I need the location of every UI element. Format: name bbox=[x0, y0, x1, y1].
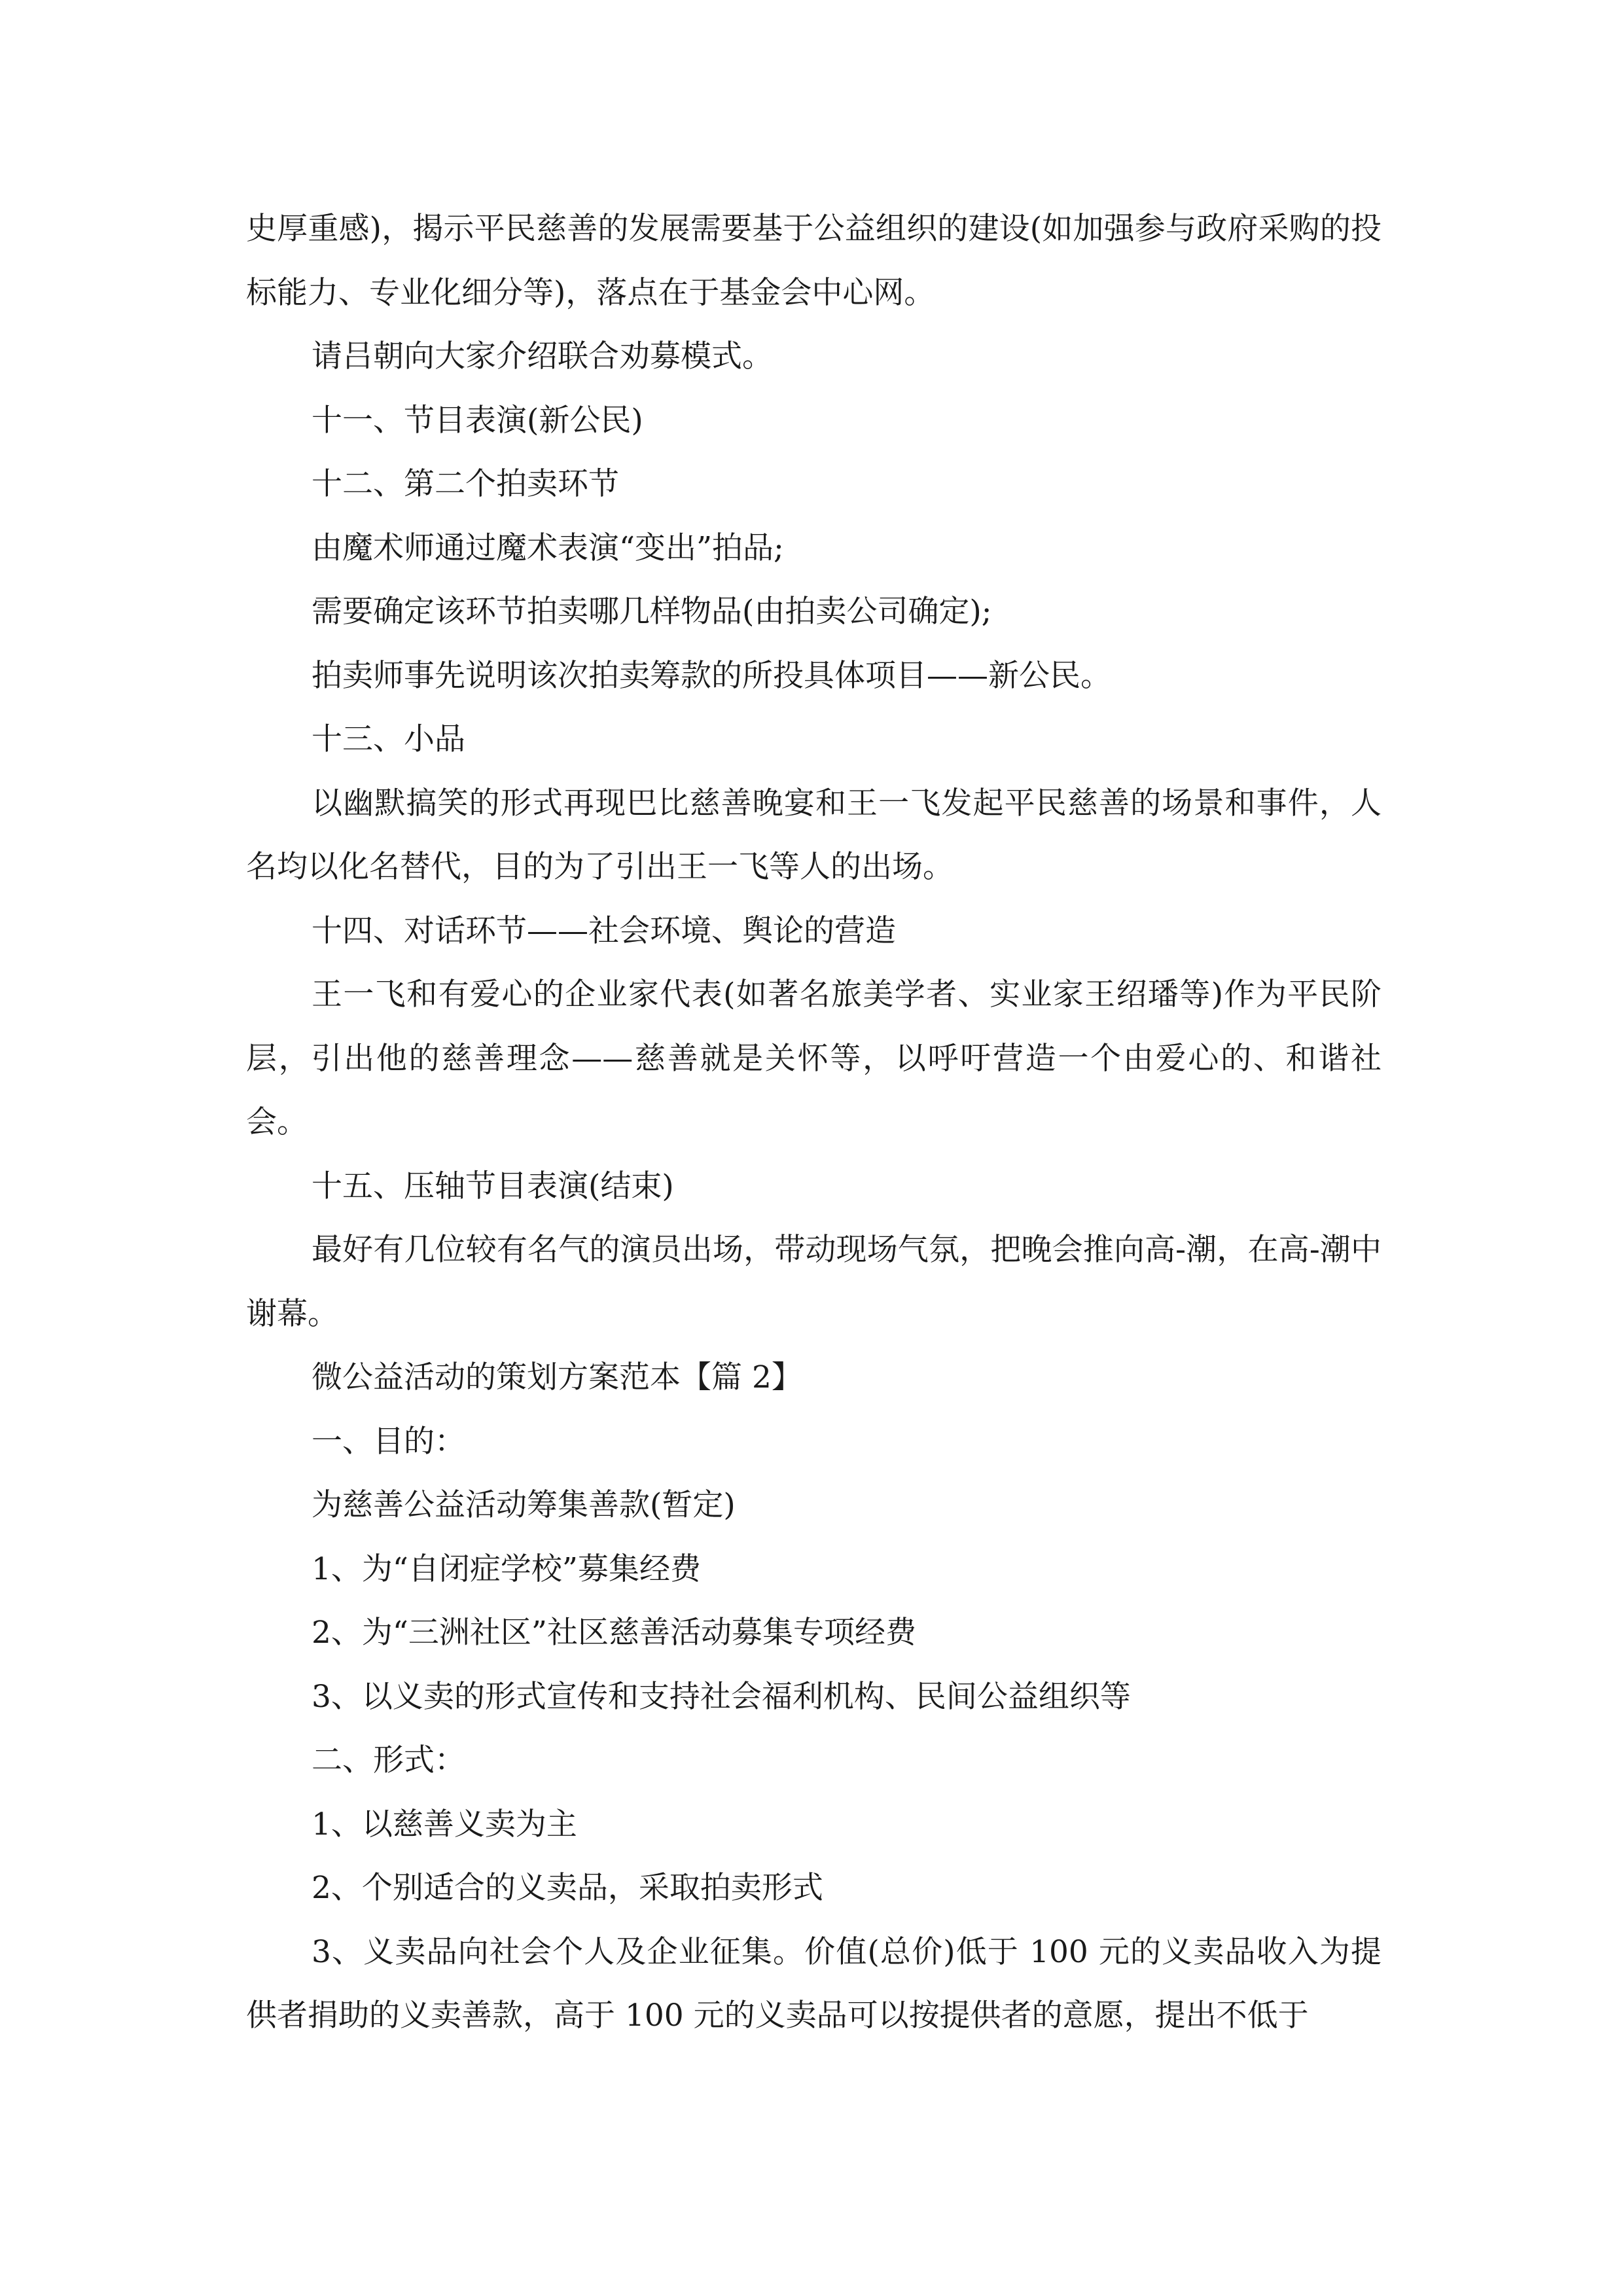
paragraph: 请吕朝向大家介绍联合劝募模式。 bbox=[312, 338, 773, 374]
paragraph: 王一飞和有爱心的企业家代表(如著名旅美学者、实业家王绍璠等)作为平民阶层，引出他的慈善理念——慈善就是关怀等，以呼吁营造一个由爱心的、和谐社会。 bbox=[246, 977, 1382, 1140]
section-heading: 十四、对话环节——社会环境、舆论的营造 bbox=[312, 912, 896, 949]
document-body bbox=[246, 197, 1382, 2048]
section-heading: 二、形式： bbox=[312, 1742, 465, 1778]
list-item: 1、以慈善义卖为主 bbox=[312, 1806, 577, 1842]
paragraph: 以幽默搞笑的形式再现巴比慈善晚宴和王一飞发起平民慈善的场景和事件，人名均以化名替代，目的为了引出王一飞等人的出场。 bbox=[246, 785, 1382, 885]
document-title: 微公益活动的策划方案范本【篇 2】 bbox=[312, 1359, 802, 1395]
paragraph: 需要确定该环节拍卖哪几样物品(由拍卖公司确定); bbox=[312, 594, 992, 630]
section-heading: 十二、第二个拍卖环节 bbox=[312, 466, 619, 502]
list-item: 3、义卖品向社会个人及企业征集。价值(总价)低于 100 元的义卖品收入为提供者捐助的义卖善款，高于 100 元的义卖品可以按提供者的意愿，提出不低于 bbox=[246, 1933, 1382, 2034]
paragraph: 最好有几位较有名气的演员出场，带动现场气氛，把晚会推向高-潮，在高-潮中谢幕。 bbox=[246, 1232, 1382, 1332]
paragraph: 拍卖师事先说明该次拍卖筹款的所投具体项目——新公民。 bbox=[312, 657, 1111, 694]
section-heading: 十三、小品 bbox=[312, 721, 465, 757]
paragraph: 为慈善公益活动筹集善款(暂定) bbox=[312, 1487, 736, 1523]
section-heading: 十五、压轴节目表演(结束) bbox=[312, 1168, 674, 1204]
paragraph: 由魔术师通过魔术表演“变出”拍品; bbox=[312, 529, 784, 566]
list-item: 2、为“三洲社区”社区慈善活动募集专项经费 bbox=[312, 1615, 916, 1651]
paragraph: 史厚重感)，揭示平民慈善的发展需要基于公益组织的建设(如加强参与政府采购的投标能力、专业化细分等)，落点在于基金会中心网。 bbox=[246, 211, 1382, 311]
section-heading: 一、目的： bbox=[312, 1423, 465, 1460]
list-item: 2、个别适合的义卖品，采取拍卖形式 bbox=[312, 1870, 823, 1906]
section-heading: 十一、节目表演(新公民) bbox=[312, 402, 643, 439]
list-item: 1、为“自闭症学校”募集经费 bbox=[312, 1551, 701, 1587]
list-item: 3、以义卖的形式宣传和支持社会福利机构、民间公益组织等 bbox=[312, 1678, 1131, 1715]
